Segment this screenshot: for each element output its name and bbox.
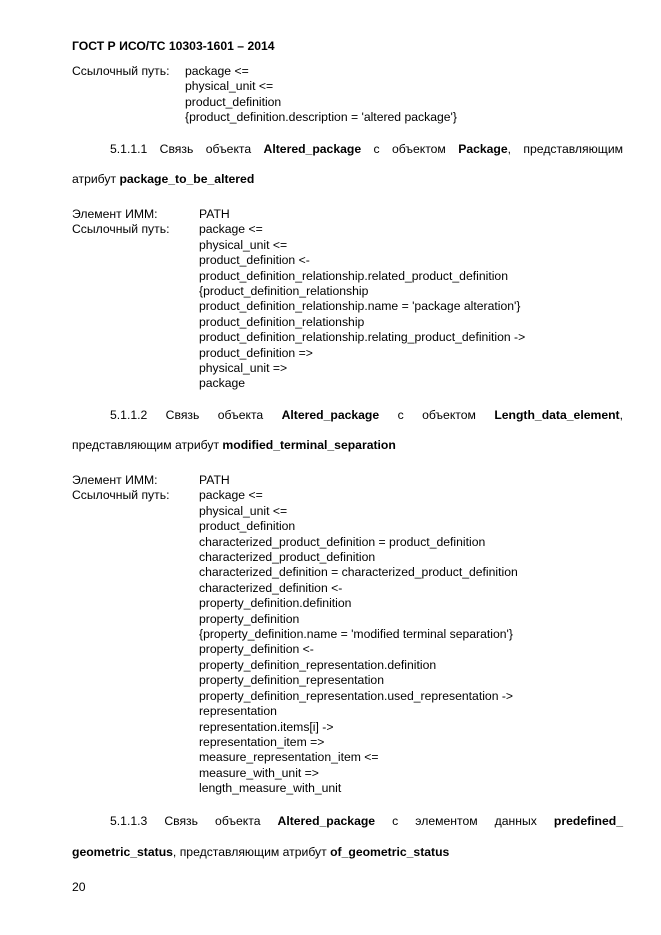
- path-line: product_definition_relationship.name = 'package alteration'}: [199, 299, 521, 314]
- section-text: , представляющим: [507, 142, 624, 156]
- aim-element-value: PATH: [199, 473, 230, 487]
- path-line: physical_unit <=: [185, 79, 274, 94]
- path-line: {product_definition_relationship: [199, 284, 369, 299]
- target-entity: Length_data_element: [494, 408, 620, 422]
- section-5-1-1-2-attribute: [72, 438, 623, 453]
- path-line: package <=: [185, 64, 249, 78]
- path-line: physical_unit <=: [199, 503, 288, 518]
- section-text: с объектом: [379, 408, 495, 422]
- path-line: product_definition_relationship.relating_product_definition ->: [199, 330, 526, 345]
- attribute-name: package_to_be_altered: [119, 172, 255, 186]
- entity-name: Altered_package: [263, 142, 362, 156]
- path-line: product_definition_relationship: [199, 314, 365, 329]
- aim-element-label: Элемент ИММ:: [72, 207, 158, 221]
- section-text: 5.1.1.2 Связь объекта: [110, 408, 282, 422]
- path-line: {product_definition.description = 'altered package'}: [185, 110, 457, 125]
- path-line: property_definition.definition: [199, 596, 352, 611]
- target-entity-continued: geometric_status: [72, 845, 173, 859]
- path-line: representation.items[i] ->: [199, 719, 334, 734]
- section-text: с объектом: [361, 142, 459, 156]
- path-line: representation: [199, 704, 277, 719]
- section-text: ,: [619, 408, 623, 422]
- path-line: characterized_definition = characterized_product_definition: [199, 565, 518, 580]
- target-entity: predefined_: [553, 814, 624, 828]
- path-line: measure_representation_item <=: [199, 750, 379, 765]
- page-number: 20: [72, 880, 86, 894]
- path-line: physical_unit =>: [199, 361, 288, 376]
- mapping-block-2: [72, 473, 518, 797]
- path-line: product_definition <-: [199, 253, 310, 268]
- section-text: представляющим атрибут: [72, 438, 223, 452]
- path-line: characterized_product_definition = product_definition: [199, 534, 486, 549]
- path-line: characterized_definition <-: [199, 580, 343, 595]
- mapping-block-1: [72, 207, 525, 392]
- path-line: product_definition_relationship.related_product_definition: [199, 268, 508, 283]
- entity-name: Altered_package: [277, 814, 376, 828]
- target-entity: Package: [458, 142, 508, 156]
- path-line: package <=: [199, 222, 263, 237]
- path-line: physical_unit <=: [199, 237, 288, 252]
- path-line: measure_with_unit =>: [199, 765, 319, 780]
- reference-path-lines: [199, 222, 525, 391]
- path-line: property_definition_representation.used_representation ->: [199, 688, 514, 703]
- attribute-name: of_geometric_status: [330, 845, 450, 859]
- path-line: product_definition: [185, 94, 282, 109]
- section-text: атрибут: [72, 172, 120, 186]
- section-5-1-1-3-attribute: [72, 845, 623, 860]
- section-5-1-1-1-heading: [72, 142, 623, 157]
- section-text: , представляющим атрибут: [172, 845, 331, 859]
- reference-path-lines: [185, 64, 457, 126]
- entity-name: Altered_package: [281, 408, 380, 422]
- path-line: property_definition: [199, 611, 300, 626]
- reference-path-label: Ссылочный путь:: [72, 222, 170, 237]
- section-text: 5.1.1.1 Связь объекта: [110, 142, 264, 156]
- aim-element-label: Элемент ИММ:: [72, 473, 158, 487]
- section-text: с элементом данных: [375, 814, 554, 828]
- section-5-1-1-3-heading: [72, 814, 623, 829]
- path-line: property_definition_representation: [199, 673, 384, 688]
- path-line: representation_item =>: [199, 734, 325, 749]
- aim-element-value: PATH: [199, 207, 230, 221]
- attribute-name: modified_terminal_separation: [222, 438, 396, 452]
- path-line: package: [199, 376, 246, 391]
- section-5-1-1-2-heading: [72, 408, 623, 423]
- path-line: length_measure_with_unit: [199, 781, 342, 796]
- reference-path-block-0: [72, 64, 457, 126]
- path-line: product_definition: [199, 519, 296, 534]
- document-header: ГОСТ Р ИСО/ТС 10303-1601 – 2014: [72, 39, 275, 53]
- reference-path-lines: [199, 488, 518, 796]
- path-line: characterized_product_definition: [199, 550, 376, 565]
- path-line: {property_definition.name = 'modified terminal separation'}: [199, 627, 513, 642]
- path-line: package <=: [199, 488, 263, 503]
- section-5-1-1-1-attribute: [72, 172, 623, 187]
- reference-path-label: Ссылочный путь:: [72, 488, 170, 503]
- reference-path-label: Ссылочный путь:: [72, 64, 170, 78]
- path-line: product_definition =>: [199, 345, 313, 360]
- path-line: property_definition <-: [199, 642, 314, 657]
- path-line: property_definition_representation.definition: [199, 657, 437, 672]
- section-text: 5.1.1.3 Связь объекта: [110, 814, 278, 828]
